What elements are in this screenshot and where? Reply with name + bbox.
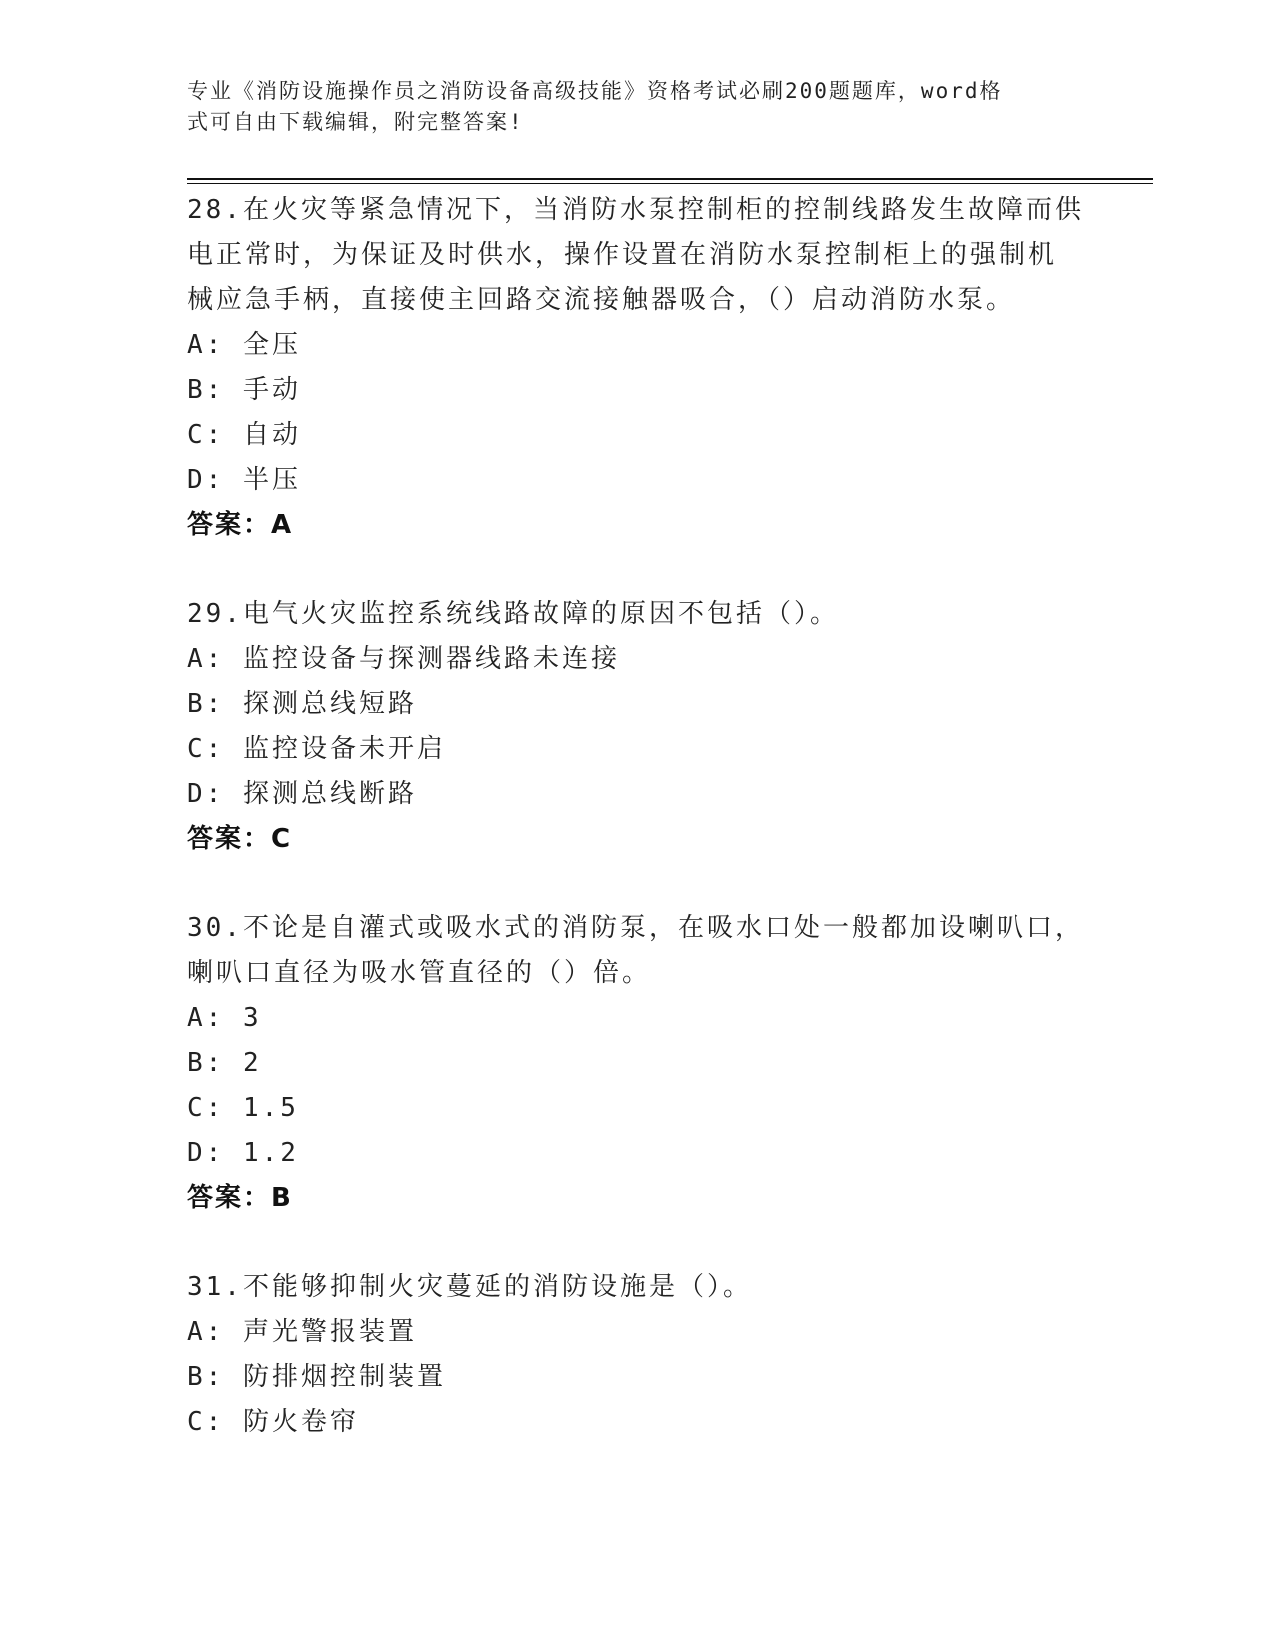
option-b: B: 防排烟控制装置 (187, 1362, 446, 1392)
option-a: A: 全压 (187, 330, 301, 360)
option-c: C: 防火卷帘 (187, 1407, 359, 1437)
question-31 (187, 1265, 1087, 1445)
option-c: C: 1.5 (187, 1093, 299, 1123)
header-line-2: 式可自由下载编辑，附完整答案! (187, 110, 524, 134)
option-c: C: 监控设备未开启 (187, 734, 446, 764)
question-stem-line: 喇叭口直径为吸水管直径的（）倍。 (187, 958, 652, 988)
question-29 (187, 592, 1087, 862)
option-b: B: 2 (187, 1048, 262, 1078)
option-a: A: 监控设备与探测器线路未连接 (187, 644, 620, 674)
question-stem-line: 械应急手柄，直接使主回路交流接触器吸合，（）启动消防水泵。 (187, 285, 1016, 315)
question-stem-line: 电正常时，为保证及时供水，操作设置在消防水泵控制柜上的强制机 (187, 240, 1058, 270)
answer-label: 答案：B (187, 1183, 293, 1213)
question-28 (187, 188, 1087, 548)
question-stem-line: 31.不能够抑制火灾蔓延的消防设施是（）。 (187, 1272, 752, 1302)
answer-label: 答案：C (187, 824, 293, 854)
option-d: D: 探测总线断路 (187, 779, 417, 809)
question-30 (187, 906, 1087, 1221)
option-a: A: 3 (187, 1003, 262, 1033)
header-divider-thick (187, 178, 1153, 180)
option-c: C: 自动 (187, 420, 301, 450)
question-stem-line: 29.电气火灾监控系统线路故障的原因不包括（）。 (187, 599, 839, 629)
document-header (187, 76, 1067, 138)
option-b: B: 探测总线短路 (187, 689, 417, 719)
option-a: A: 声光警报装置 (187, 1317, 417, 1347)
answer-label: 答案：A (187, 510, 294, 540)
question-stem-line: 30.不论是自灌式或吸水式的消防泵，在吸水口处一般都加设喇叭口， (187, 913, 1084, 943)
option-b: B: 手动 (187, 375, 301, 405)
header-divider-thin (187, 183, 1153, 184)
option-d: D: 半压 (187, 465, 301, 495)
header-line-1: 专业《消防设施操作员之消防设备高级技能》资格考试必刷200题题库，word格 (187, 79, 1003, 103)
question-stem-line: 28.在火灾等紧急情况下，当消防水泵控制柜的控制线路发生故障而供 (187, 195, 1084, 225)
question-list (187, 188, 1087, 1489)
option-d: D: 1.2 (187, 1138, 299, 1168)
